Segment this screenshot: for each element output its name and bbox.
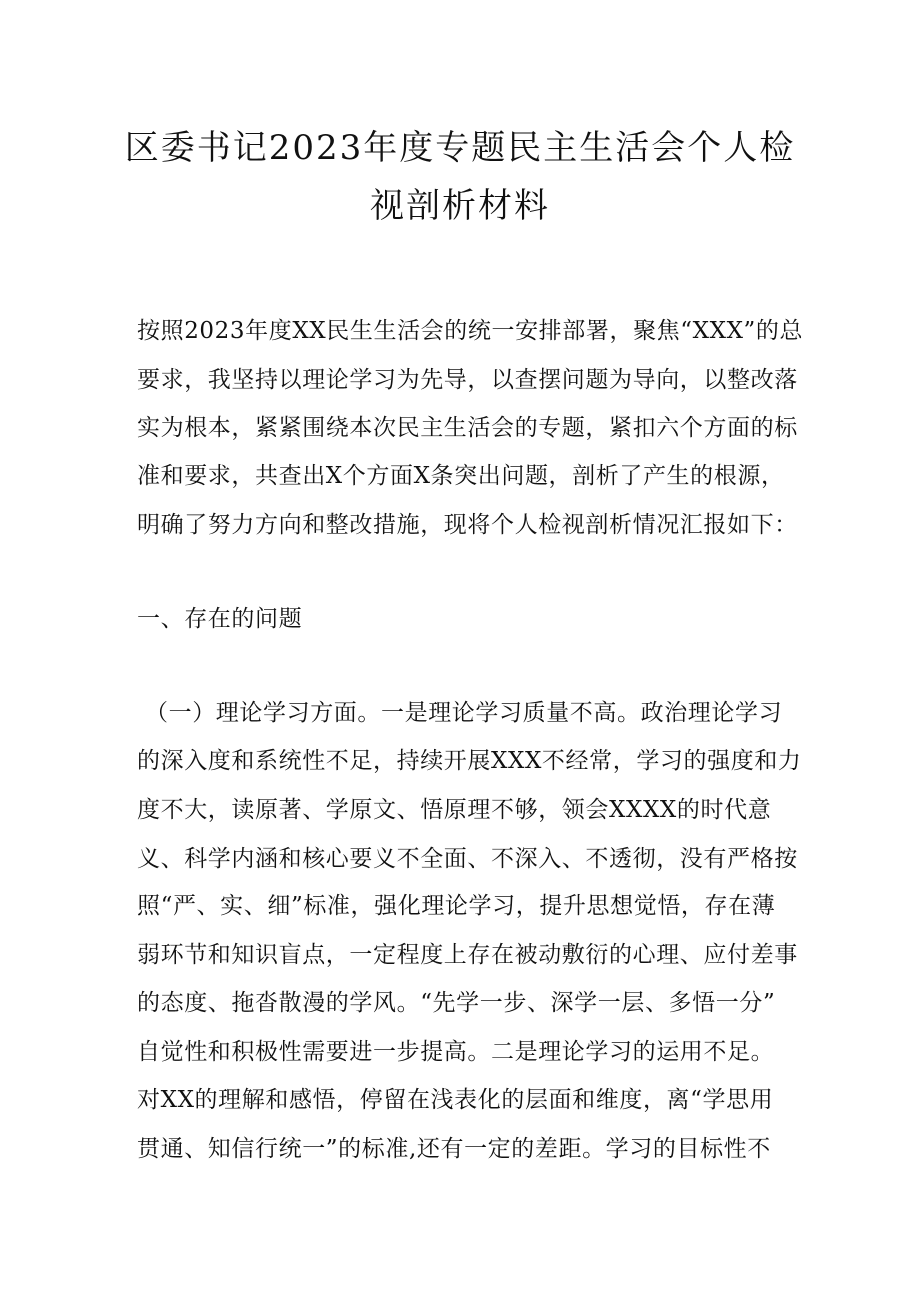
intro-line-5: 明确了努力方向和整改措施，现将个人检视剖析情况汇报如下：: [137, 512, 798, 538]
section-line-5: 照“严、实、细”标准，强化理论学习，提升思想觉悟，存在薄: [137, 893, 776, 919]
section-line-7: 的态度、拖沓散漫的学风。“先学一步、深学一层、多悟一分”: [137, 990, 776, 1016]
intro-line-1: 按照2023年度XX民生生活会的统一安排部署，聚焦“XXX”的总: [137, 318, 804, 344]
section-line-4: 义、科学内涵和核心要义不全面、不深入、不透彻，没有严格按: [137, 846, 798, 872]
section-line-1: （一）理论学习方面。一是理论学习质量不高。政治理论学习: [145, 700, 783, 726]
document-title-line-2: 视剖析材料: [370, 186, 550, 226]
section-line-9: 对XX的理解和感悟，停留在浅表化的层面和维度，离“学思用: [137, 1087, 774, 1113]
intro-line-3: 实为根本，紧紧围绕本次民主生活会的专题，紧扣六个方面的标: [137, 415, 798, 441]
section-line-10: 贯通、知信行统一”的标准,还有一定的差距。学习的目标性不: [137, 1136, 771, 1162]
section-line-8: 自觉性和积极性需要进一步提高。二是理论学习的运用不足。: [137, 1039, 775, 1065]
section-line-3: 度不大，读原著、学原文、悟原理不够，领会XXXX的时代意: [137, 797, 772, 823]
section-line-2: 的深入度和系统性不足，持续开展XXX不经常，学习的强度和力: [137, 748, 802, 774]
intro-line-2: 要求，我坚持以理论学习为先导，以查摆问题为导向，以整改落: [137, 367, 798, 393]
section-line-6: 弱环节和知识盲点，一定程度上存在被动敷衍的心理、应付差事: [137, 942, 798, 968]
section-heading: 一、存在的问题: [137, 606, 303, 632]
intro-line-4: 准和要求，共查出X个方面X条突出问题，剖析了产生的根源，: [137, 463, 785, 489]
document-title-line-1: 区委书记2023年度专题民主生活会个人检: [124, 128, 796, 168]
